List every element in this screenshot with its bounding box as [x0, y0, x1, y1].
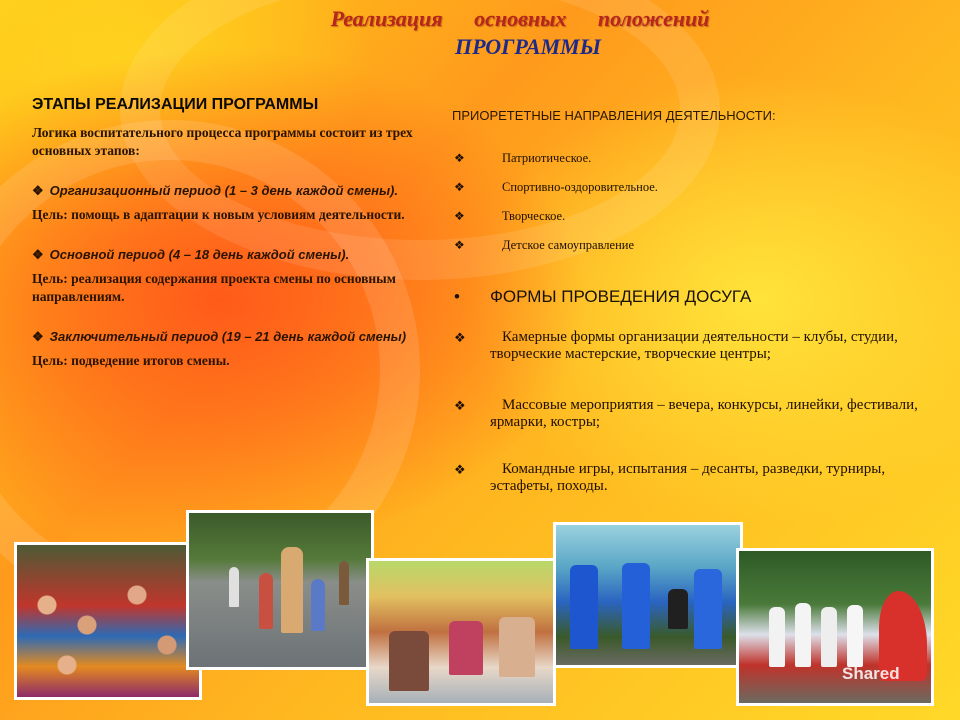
stage-item — [32, 328, 422, 370]
slide-title: Реализация основных положений — [330, 6, 710, 31]
directions-heading: ПРИОРЕТЕТНЫЕ НАПРАВЛЕНИЯ ДЕЯТЕЛЬНОСТИ: — [452, 108, 776, 123]
diamond-bullet-icon: ❖ — [32, 247, 44, 262]
stage-title: ❖ Основной период (4 – 18 день каждой смены). — [32, 247, 350, 262]
photo-figure — [821, 607, 837, 667]
list-item: ❖ Творческое. — [454, 209, 566, 223]
stages-intro: Логика воспитательного процесса программы состоит из трех основных этапов: — [32, 125, 413, 158]
list-item: ❖ Массовые мероприятия – вечера, конкурсы, линейки, фестивали, ярмарки, костры; — [454, 397, 918, 430]
photo-figure — [449, 621, 483, 675]
diamond-bullet-icon: ❖ — [32, 183, 44, 198]
diamond-bullet-icon: ❖ — [454, 238, 465, 252]
list-item: ❖ Патриотическое. — [454, 151, 592, 165]
photo-figure — [259, 573, 273, 629]
photo-figure — [311, 579, 325, 631]
photo-figure — [622, 563, 650, 649]
leisure-heading: • ФОРМЫ ПРОВЕДЕНИЯ ДОСУГА — [454, 287, 752, 306]
slide-subtitle: ПРОГРАММЫ — [454, 34, 602, 59]
list-item: ❖ Камерные формы организации деятельности – клубы, студии, творческие мастерские, творческие центры; — [454, 329, 898, 362]
photo-figure — [229, 567, 239, 607]
stages-heading: ЭТАПЫ РЕАЛИЗАЦИИ ПРОГРАММЫ — [32, 96, 319, 113]
photo-figure — [694, 569, 722, 649]
diamond-bullet-icon: ❖ — [32, 329, 44, 344]
photo-children-walking — [186, 510, 374, 670]
list-item: ❖ Спортивно-оздоровительное. — [454, 180, 658, 194]
directions-section — [452, 108, 942, 529]
stages-section — [32, 96, 422, 370]
stage-item — [32, 246, 422, 306]
stage-goal: Цель: реализация содержания проекта смены по основным направлениям. — [32, 271, 396, 304]
diamond-bullet-icon: ❖ — [454, 180, 465, 194]
stage-item — [32, 182, 422, 224]
stage-title: ❖ Организационный период (1 – 3 день каждой смены). — [32, 183, 398, 198]
photo-figure — [769, 607, 785, 667]
diamond-bullet-icon: ❖ — [454, 209, 465, 223]
photo-figure — [668, 589, 688, 629]
list-item: ❖ Командные игры, испытания – десанты, разведки, турниры, эстафеты, походы. — [454, 461, 886, 494]
diamond-bullet-icon: ❖ — [454, 330, 466, 345]
photo-figure — [570, 565, 598, 649]
photo-girls-performing — [553, 522, 743, 668]
stage-goal: Цель: помощь в адаптации к новым условиям деятельности. — [32, 207, 405, 222]
photo-figure — [389, 631, 429, 691]
directions-list — [452, 151, 942, 267]
stage-goal: Цель: подведение итогов смены. — [32, 353, 230, 368]
watermark-text: Shared — [842, 664, 900, 683]
diamond-bullet-icon: ❖ — [454, 462, 466, 477]
leisure-list — [452, 329, 942, 495]
diamond-bullet-icon: ❖ — [454, 398, 466, 413]
photo-figure — [795, 603, 811, 667]
photo-sports-parade — [736, 548, 934, 706]
dot-bullet-icon: • — [454, 287, 460, 306]
photo-figure — [281, 547, 303, 633]
stage-title: ❖ Заключительный период (19 – 21 день каждой смены) — [32, 329, 407, 344]
diamond-bullet-icon: ❖ — [454, 151, 465, 165]
photo-figure — [499, 617, 535, 677]
photo-children-crowd — [14, 542, 202, 700]
list-item: ❖ Детское самоуправление — [454, 238, 635, 252]
photo-figure — [339, 561, 349, 605]
photo-figure — [847, 605, 863, 667]
photo-craft-workshop — [366, 558, 556, 706]
